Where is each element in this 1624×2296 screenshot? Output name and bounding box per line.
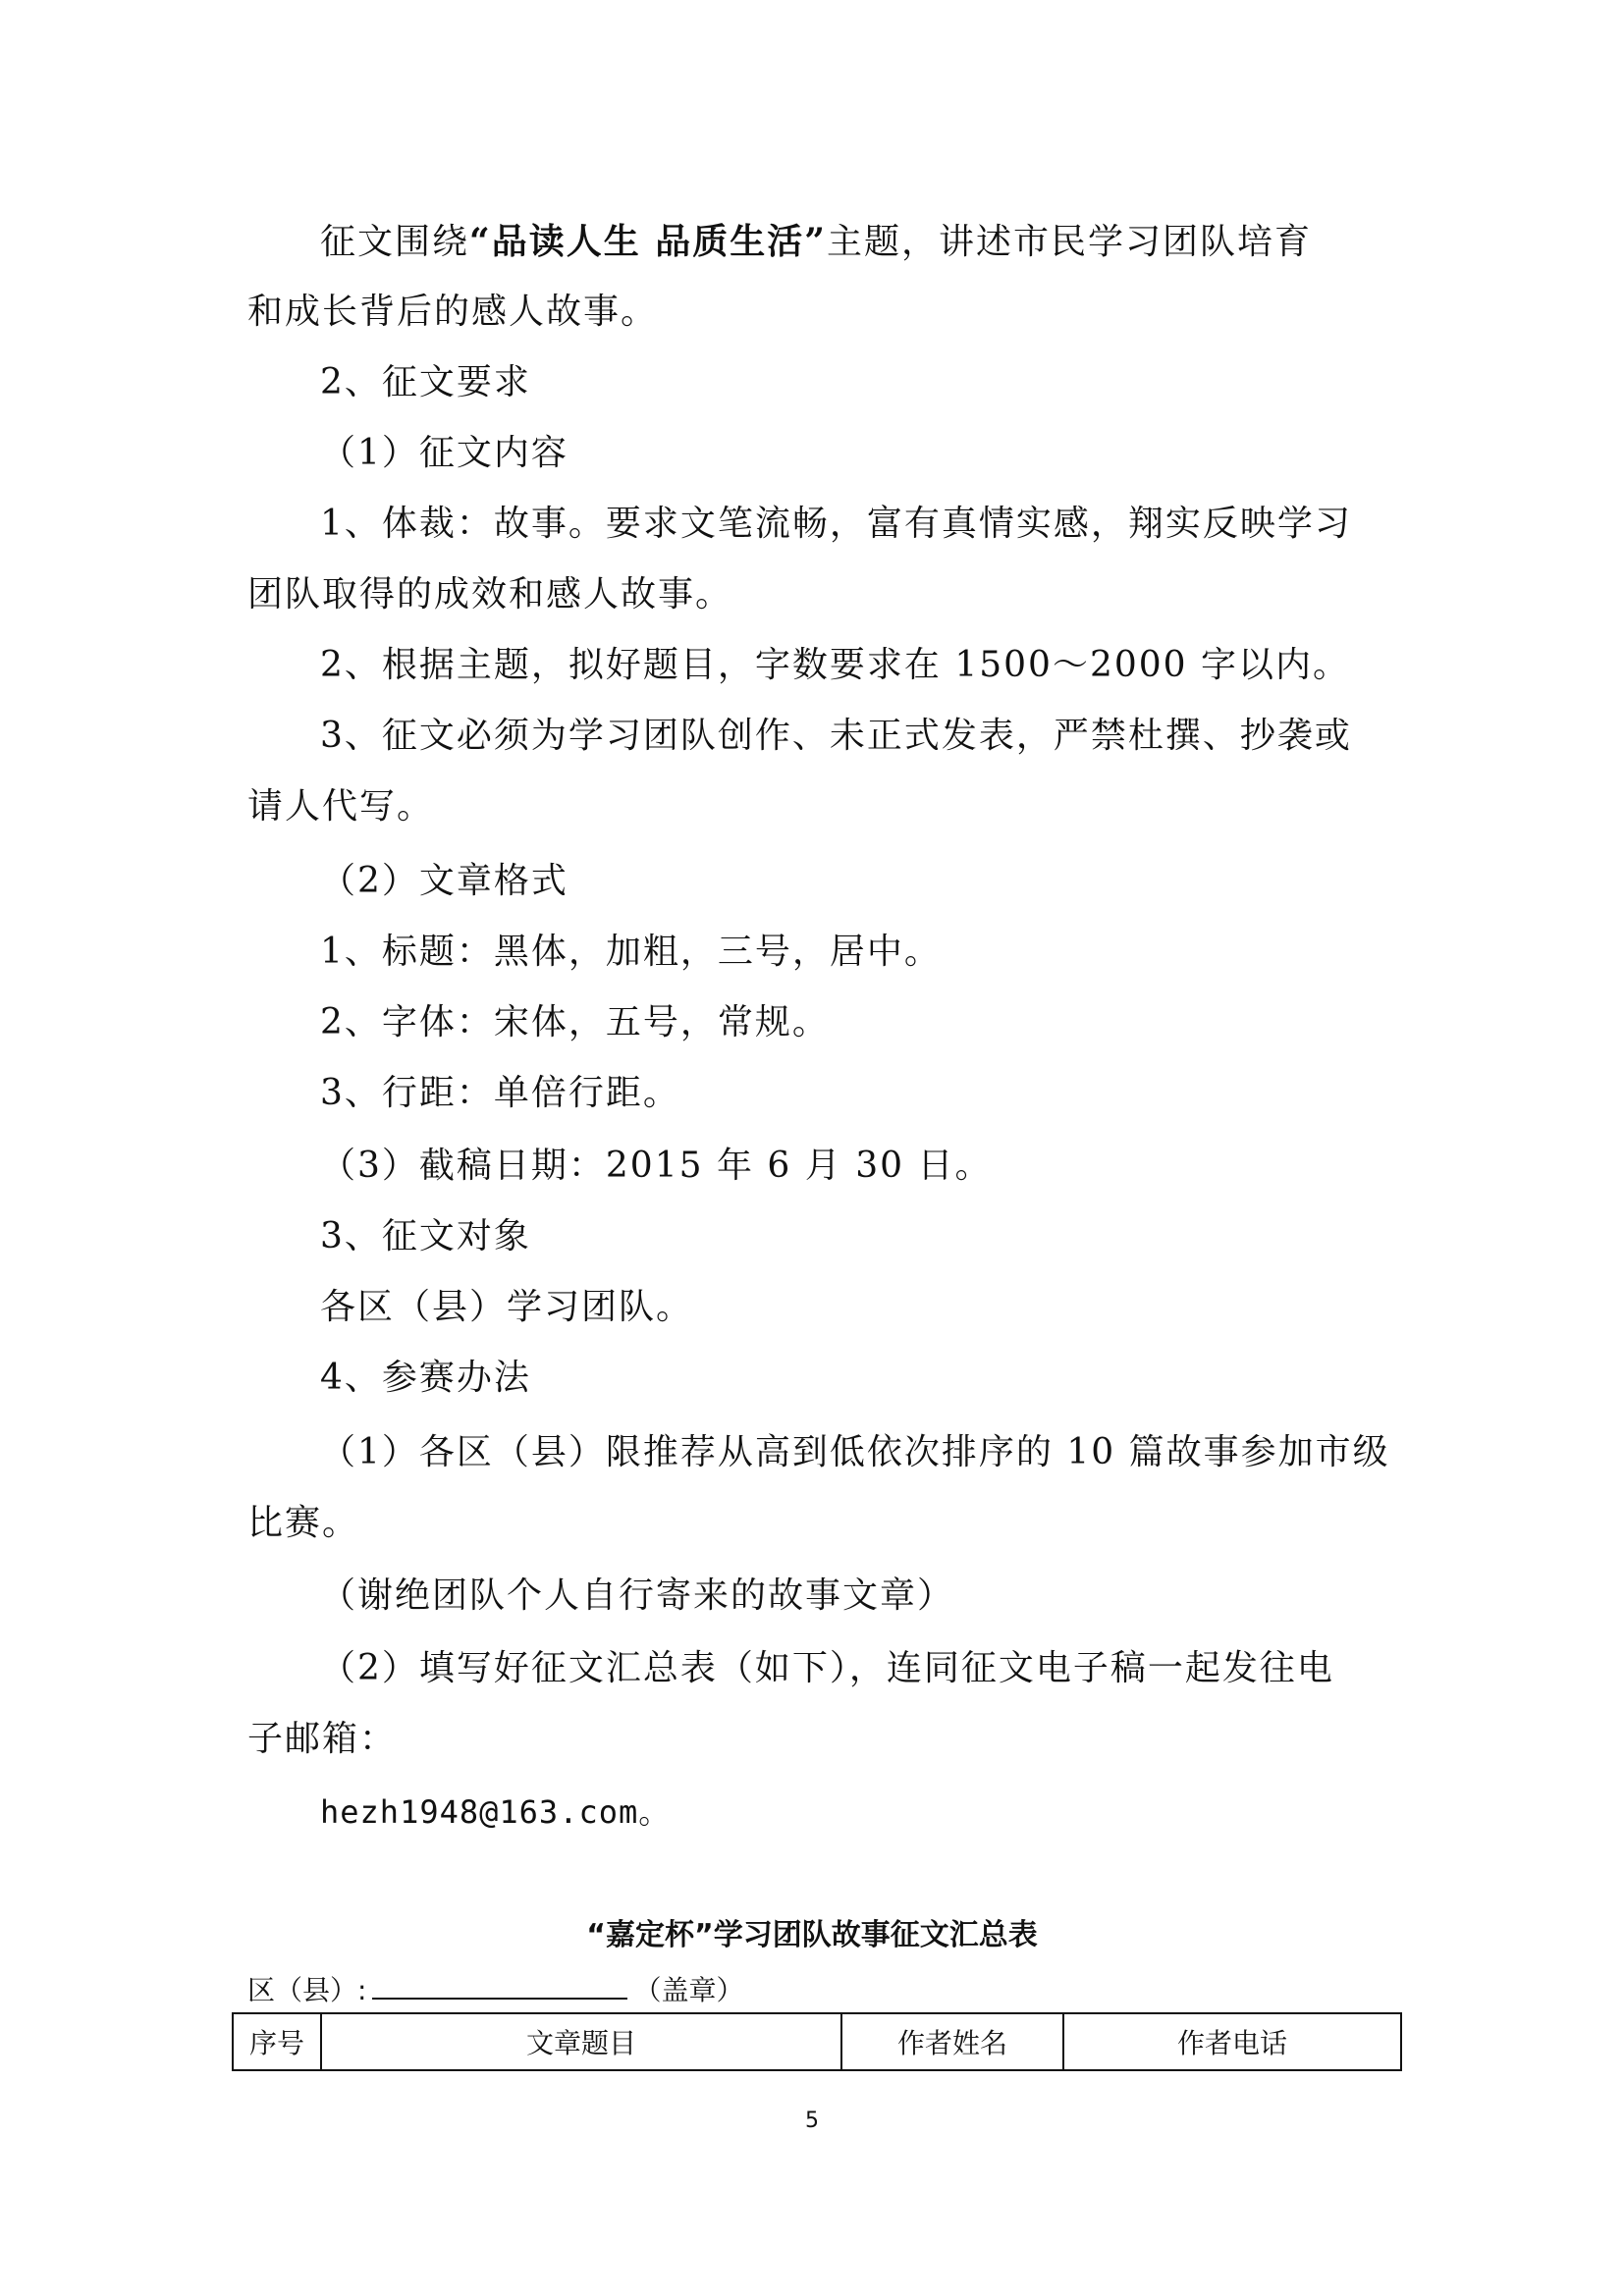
subsection-heading-content: （1）征文内容 bbox=[320, 433, 568, 473]
list-item-originality: 3、征文必须为学习团队创作、未正式发表，严禁杜撰、抄袭或 bbox=[320, 716, 1352, 756]
column-header-title: 文章题目 bbox=[321, 2013, 841, 2070]
list-item-genre: 1、体裁：故事。要求文笔流畅，富有真情实感，翔实反映学习 bbox=[320, 504, 1352, 544]
column-header-phone: 作者电话 bbox=[1063, 2013, 1401, 2070]
subsection-heading-format: （2）文章格式 bbox=[320, 861, 568, 901]
page-number: 5 bbox=[805, 2109, 819, 2133]
seal-label: （盖章） bbox=[633, 1974, 744, 2006]
paragraph-theme: 征文围绕“品读人生 品质生活”主题，讲述市民学习团队培育 bbox=[320, 221, 1312, 262]
list-item-title-format: 1、标题：黑体，加粗，三号，居中。 bbox=[320, 932, 942, 972]
column-header-author: 作者姓名 bbox=[841, 2013, 1063, 2070]
email-address: hezh1948@163.com。 bbox=[320, 1793, 672, 1831]
deadline: （3）截稿日期：2015 年 6 月 30 日。 bbox=[320, 1146, 993, 1186]
form-title: “嘉定杯”学习团队故事征文汇总表 bbox=[586, 1918, 1038, 1952]
method-item-1: （1）各区（县）限推荐从高到低依次排序的 10 篇故事参加市级 bbox=[320, 1432, 1390, 1472]
target-text: 各区（县）学习团队。 bbox=[320, 1287, 694, 1327]
table-header-row bbox=[233, 2013, 1401, 2070]
list-item-line-spacing: 3、行距：单倍行距。 bbox=[320, 1073, 680, 1113]
column-header-serial: 序号 bbox=[233, 2013, 321, 2070]
method-item-2: （2）填写好征文汇总表（如下），连同征文电子稿一起发往电 bbox=[320, 1648, 1334, 1688]
section-heading-method: 4、参赛办法 bbox=[320, 1358, 531, 1398]
list-item-word-count: 2、根据主题，拟好题目，字数要求在 1500～2000 字以内。 bbox=[320, 645, 1351, 685]
method-item-1-cont: 比赛。 bbox=[247, 1503, 360, 1543]
district-label: 区（县）: bbox=[247, 1974, 367, 2006]
summary-table bbox=[232, 2012, 1402, 2071]
district-blank-field[interactable] bbox=[372, 1974, 627, 2000]
list-item-originality-cont: 请人代写。 bbox=[247, 786, 435, 827]
district-line bbox=[247, 1969, 743, 2008]
section-heading-requirements: 2、征文要求 bbox=[320, 362, 531, 402]
method-note: （谢绝团队个人自行寄来的故事文章） bbox=[320, 1575, 955, 1616]
list-item-genre-cont: 团队取得的成效和感人故事。 bbox=[247, 574, 733, 614]
paragraph-theme-cont: 和成长背后的感人故事。 bbox=[247, 292, 659, 332]
method-item-2-cont: 子邮箱： bbox=[247, 1719, 398, 1759]
section-heading-target: 3、征文对象 bbox=[320, 1216, 531, 1256]
list-item-font-format: 2、字体：宋体，五号，常规。 bbox=[320, 1002, 830, 1042]
theme-emphasis: “品读人生 品质生活” bbox=[469, 221, 827, 262]
